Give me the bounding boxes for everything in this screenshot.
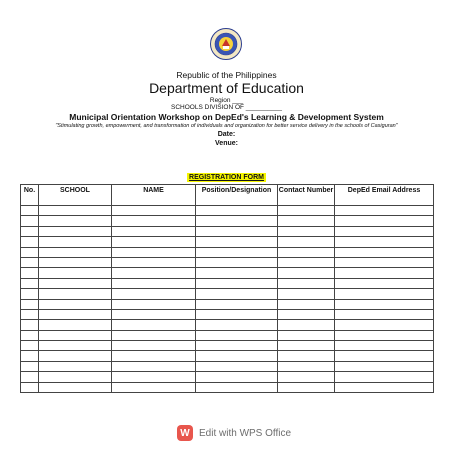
table-cell[interactable] bbox=[196, 237, 278, 247]
table-cell[interactable] bbox=[196, 341, 278, 351]
table-cell[interactable] bbox=[278, 341, 335, 351]
table-row bbox=[21, 289, 434, 299]
table-cell[interactable] bbox=[335, 216, 434, 226]
deped-seal-icon bbox=[210, 28, 242, 60]
table-cell[interactable] bbox=[196, 247, 278, 257]
table-cell[interactable] bbox=[21, 309, 39, 319]
table-row bbox=[21, 361, 434, 371]
table-cell[interactable] bbox=[278, 268, 335, 278]
table-row bbox=[21, 330, 434, 340]
table-cell[interactable] bbox=[112, 372, 196, 382]
region-line: Region ___ bbox=[209, 97, 244, 104]
table-row bbox=[21, 247, 434, 257]
table-cell[interactable] bbox=[112, 226, 196, 236]
table-cell[interactable] bbox=[196, 361, 278, 371]
table-cell[interactable] bbox=[21, 216, 39, 226]
table-cell[interactable] bbox=[112, 320, 196, 330]
table-cell[interactable] bbox=[278, 206, 335, 216]
table-cell[interactable] bbox=[278, 320, 335, 330]
table-cell[interactable] bbox=[39, 341, 112, 351]
table-cell[interactable] bbox=[39, 382, 112, 392]
table-cell[interactable] bbox=[335, 237, 434, 247]
table-row bbox=[21, 206, 434, 216]
column-header-contact: Contact Number bbox=[278, 185, 335, 206]
table-cell[interactable] bbox=[278, 237, 335, 247]
table-cell[interactable] bbox=[196, 330, 278, 340]
table-cell[interactable] bbox=[21, 268, 39, 278]
table-cell[interactable] bbox=[112, 351, 196, 361]
table-cell[interactable] bbox=[112, 268, 196, 278]
table-cell[interactable] bbox=[196, 268, 278, 278]
table-row bbox=[21, 382, 434, 392]
table-cell[interactable] bbox=[112, 341, 196, 351]
table-cell[interactable] bbox=[39, 268, 112, 278]
table-row bbox=[21, 278, 434, 288]
table-cell[interactable] bbox=[112, 257, 196, 267]
table-cell[interactable] bbox=[335, 278, 434, 288]
wps-watermark[interactable] bbox=[177, 424, 291, 442]
table-cell[interactable] bbox=[335, 257, 434, 267]
table-cell[interactable] bbox=[335, 289, 434, 299]
table-cell[interactable] bbox=[39, 226, 112, 236]
table-cell[interactable] bbox=[335, 330, 434, 340]
table-row bbox=[21, 268, 434, 278]
column-header-email: DepEd Email Address bbox=[335, 185, 434, 206]
table-cell[interactable] bbox=[21, 289, 39, 299]
table-cell[interactable] bbox=[39, 278, 112, 288]
table-cell[interactable] bbox=[335, 341, 434, 351]
table-cell[interactable] bbox=[21, 247, 39, 257]
table-row bbox=[21, 226, 434, 236]
table-cell[interactable] bbox=[21, 351, 39, 361]
workshop-theme: "Stimulating growth, empowerment, and transformation of individuals and organization for better service delivery in the schools of Casiguran" bbox=[55, 123, 398, 129]
table-cell[interactable] bbox=[21, 299, 39, 309]
table-cell[interactable] bbox=[196, 299, 278, 309]
column-header-no: No. bbox=[21, 185, 39, 206]
venue-label: Venue: bbox=[215, 140, 238, 147]
table-cell[interactable] bbox=[196, 309, 278, 319]
table-cell[interactable] bbox=[335, 247, 434, 257]
table-cell[interactable] bbox=[278, 351, 335, 361]
table-cell[interactable] bbox=[21, 257, 39, 267]
table-cell[interactable] bbox=[278, 289, 335, 299]
table-cell[interactable] bbox=[335, 299, 434, 309]
table-cell[interactable] bbox=[39, 309, 112, 319]
table-cell[interactable] bbox=[335, 361, 434, 371]
table-cell[interactable] bbox=[112, 216, 196, 226]
table-row bbox=[21, 257, 434, 267]
table-cell[interactable] bbox=[196, 257, 278, 267]
table-cell[interactable] bbox=[196, 320, 278, 330]
column-header-name: NAME bbox=[112, 185, 196, 206]
table-row bbox=[21, 320, 434, 330]
table-cell[interactable] bbox=[196, 216, 278, 226]
table-cell[interactable] bbox=[278, 247, 335, 257]
table-row bbox=[21, 237, 434, 247]
registration-table bbox=[20, 184, 434, 393]
table-cell[interactable] bbox=[21, 278, 39, 288]
table-cell[interactable] bbox=[112, 309, 196, 319]
table-cell[interactable] bbox=[21, 361, 39, 371]
table-cell[interactable] bbox=[21, 341, 39, 351]
table-cell[interactable] bbox=[39, 247, 112, 257]
table-cell[interactable] bbox=[21, 226, 39, 236]
division-line: SCHOOLS DIVISION OF __________ bbox=[171, 104, 282, 111]
table-cell[interactable] bbox=[278, 278, 335, 288]
table-cell[interactable] bbox=[39, 372, 112, 382]
table-cell[interactable] bbox=[278, 330, 335, 340]
table-cell[interactable] bbox=[21, 237, 39, 247]
table-cell[interactable] bbox=[39, 257, 112, 267]
workshop-title: Municipal Orientation Workshop on DepEd's Learning & Development System bbox=[69, 112, 384, 122]
table-cell[interactable] bbox=[39, 237, 112, 247]
table-cell[interactable] bbox=[21, 330, 39, 340]
table-cell[interactable] bbox=[112, 247, 196, 257]
column-header-school: SCHOOL bbox=[39, 185, 112, 206]
table-cell[interactable] bbox=[278, 257, 335, 267]
table-row bbox=[21, 216, 434, 226]
column-header-position: Position/Designation bbox=[196, 185, 278, 206]
table-cell[interactable] bbox=[21, 320, 39, 330]
table-cell[interactable] bbox=[278, 309, 335, 319]
table-cell[interactable] bbox=[39, 206, 112, 216]
table-cell[interactable] bbox=[196, 382, 278, 392]
registration-form-title: REGISTRATION FORM bbox=[189, 174, 264, 181]
table-cell[interactable] bbox=[278, 216, 335, 226]
table-cell[interactable] bbox=[335, 320, 434, 330]
table-cell[interactable] bbox=[335, 206, 434, 216]
date-label: Date: bbox=[217, 131, 236, 138]
table-cell[interactable] bbox=[21, 372, 39, 382]
table-cell[interactable] bbox=[335, 382, 434, 392]
table-cell[interactable] bbox=[39, 351, 112, 361]
table-row bbox=[21, 299, 434, 309]
table-cell[interactable] bbox=[278, 372, 335, 382]
department-title: Department of Education bbox=[149, 80, 304, 96]
table-cell[interactable] bbox=[112, 237, 196, 247]
table-cell[interactable] bbox=[39, 216, 112, 226]
table-cell[interactable] bbox=[39, 361, 112, 371]
table-cell[interactable] bbox=[335, 351, 434, 361]
republic-line: Republic of the Philippines bbox=[176, 70, 277, 80]
table-cell[interactable] bbox=[39, 289, 112, 299]
table-cell[interactable] bbox=[278, 382, 335, 392]
table-cell[interactable] bbox=[196, 289, 278, 299]
table-cell[interactable] bbox=[39, 320, 112, 330]
table-cell[interactable] bbox=[196, 351, 278, 361]
table-cell[interactable] bbox=[112, 361, 196, 371]
table-cell[interactable] bbox=[112, 330, 196, 340]
table-cell[interactable] bbox=[335, 309, 434, 319]
table-cell[interactable] bbox=[21, 382, 39, 392]
table-cell[interactable] bbox=[39, 330, 112, 340]
table-cell[interactable] bbox=[278, 299, 335, 309]
table-cell[interactable] bbox=[112, 289, 196, 299]
table-cell[interactable] bbox=[335, 372, 434, 382]
table-cell[interactable] bbox=[196, 206, 278, 216]
table-row bbox=[21, 341, 434, 351]
table-cell[interactable] bbox=[39, 299, 112, 309]
table-cell[interactable] bbox=[278, 361, 335, 371]
wps-watermark-text: Edit with WPS Office bbox=[199, 427, 292, 439]
form-title-wrap bbox=[0, 166, 453, 184]
table-body bbox=[21, 206, 434, 393]
table-cell[interactable] bbox=[112, 382, 196, 392]
table-cell[interactable] bbox=[278, 226, 335, 236]
table-cell[interactable] bbox=[112, 299, 196, 309]
table-cell[interactable] bbox=[112, 206, 196, 216]
table-row bbox=[21, 372, 434, 382]
table-cell[interactable] bbox=[335, 226, 434, 236]
table-row bbox=[21, 309, 434, 319]
table-cell[interactable] bbox=[112, 278, 196, 288]
table-header-row bbox=[21, 185, 434, 206]
wps-logo-icon: W bbox=[177, 425, 193, 441]
table-cell[interactable] bbox=[335, 268, 434, 278]
table-row bbox=[21, 351, 434, 361]
table-cell[interactable] bbox=[21, 206, 39, 216]
table-cell[interactable] bbox=[196, 372, 278, 382]
table-cell[interactable] bbox=[196, 226, 278, 236]
table-cell[interactable] bbox=[196, 278, 278, 288]
